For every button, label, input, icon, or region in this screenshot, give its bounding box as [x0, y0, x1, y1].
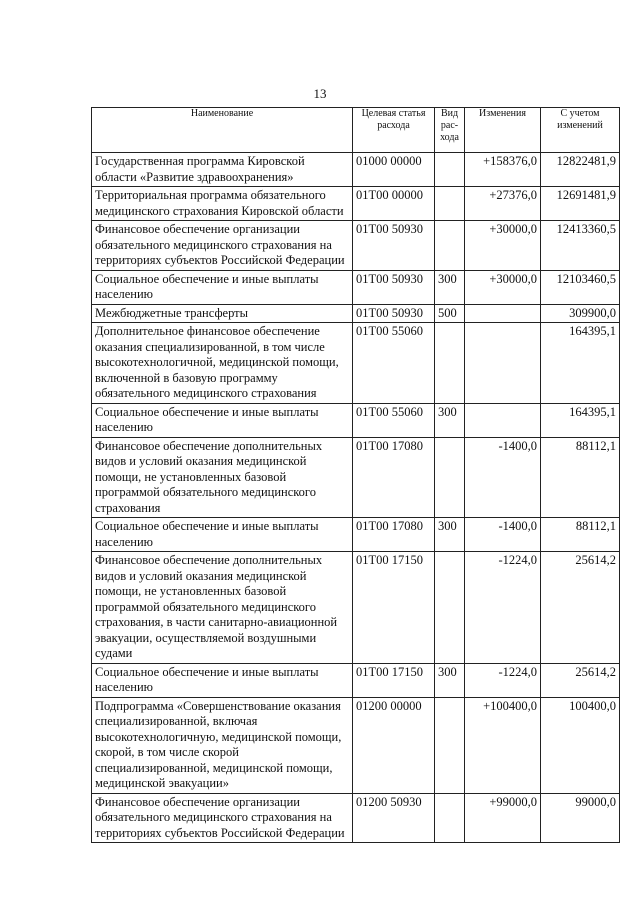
- cell-type: [435, 153, 465, 187]
- cell-name: Дополнительное финансовое обеспечение оказания специализированной, в том числе высокотехнологичной, медицинской помощи, включенной в базовую программу обязательного медицинского страхования: [92, 323, 353, 404]
- cell-total: 25614,2: [541, 663, 620, 697]
- cell-name: Финансовое обеспечение дополнительных видов и условий оказания медицинской помощи, не установленных базовой программой обязательного медицинского страхования, в части санитарно-авиационной эвакуации, осуществляемой воздушными судами: [92, 552, 353, 664]
- cell-change: +100400,0: [465, 697, 541, 793]
- cell-type: 300: [435, 403, 465, 437]
- table-row: [92, 187, 620, 221]
- table-row: [92, 663, 620, 697]
- table-row: [92, 697, 620, 793]
- table-row: [92, 304, 620, 323]
- cell-code: 01Т00 17080: [353, 518, 435, 552]
- cell-total: 88112,1: [541, 518, 620, 552]
- cell-total: 88112,1: [541, 437, 620, 518]
- budget-table: [91, 107, 620, 843]
- cell-change: [465, 403, 541, 437]
- table-row: [92, 552, 620, 664]
- cell-total: 309900,0: [541, 304, 620, 323]
- cell-name: Социальное обеспечение и иные выплаты населению: [92, 663, 353, 697]
- cell-name: Социальное обеспечение и иные выплаты населению: [92, 270, 353, 304]
- page-number: 13: [313, 86, 327, 101]
- cell-total: 99000,0: [541, 793, 620, 843]
- cell-total: 164395,1: [541, 323, 620, 404]
- cell-name: Финансовое обеспечение организации обязательного медицинского страхования на территориях субъектов Российской Федерации: [92, 221, 353, 271]
- cell-code: 01000 00000: [353, 153, 435, 187]
- cell-type: [435, 323, 465, 404]
- cell-code: 01Т00 50930: [353, 221, 435, 271]
- cell-type: [435, 552, 465, 664]
- cell-name: Социальное обеспечение и иные выплаты населению: [92, 403, 353, 437]
- cell-change: [465, 323, 541, 404]
- cell-type: 300: [435, 270, 465, 304]
- cell-total: 12413360,5: [541, 221, 620, 271]
- cell-total: 25614,2: [541, 552, 620, 664]
- header-name: Наименование: [92, 108, 353, 153]
- cell-code: 01200 50930: [353, 793, 435, 843]
- cell-change: +158376,0: [465, 153, 541, 187]
- table-row: [92, 270, 620, 304]
- cell-type: [435, 221, 465, 271]
- cell-change: +30000,0: [465, 270, 541, 304]
- cell-change: -1224,0: [465, 663, 541, 697]
- cell-change: -1400,0: [465, 518, 541, 552]
- cell-code: 01Т00 50930: [353, 270, 435, 304]
- cell-change: [465, 304, 541, 323]
- cell-code: 01Т00 55060: [353, 403, 435, 437]
- table-row: [92, 793, 620, 843]
- cell-type: [435, 697, 465, 793]
- cell-name: Межбюджетные трансферты: [92, 304, 353, 323]
- cell-name: Финансовое обеспечение организации обязательного медицинского страхования на территориях субъектов Российской Федерации: [92, 793, 353, 843]
- cell-change: -1400,0: [465, 437, 541, 518]
- cell-type: [435, 187, 465, 221]
- cell-total: 12103460,5: [541, 270, 620, 304]
- table-row: [92, 437, 620, 518]
- table-header-row: [92, 108, 620, 153]
- cell-name: Финансовое обеспечение дополнительных видов и условий оказания медицинской помощи, не установленных базовой программой обязательного медицинского страхования: [92, 437, 353, 518]
- cell-code: 01Т00 17150: [353, 663, 435, 697]
- cell-code: 01Т00 17150: [353, 552, 435, 664]
- cell-total: 12691481,9: [541, 187, 620, 221]
- cell-change: +30000,0: [465, 221, 541, 271]
- header-change: Изменения: [465, 108, 541, 153]
- cell-type: 500: [435, 304, 465, 323]
- cell-type: [435, 793, 465, 843]
- cell-name: Социальное обеспечение и иные выплаты населению: [92, 518, 353, 552]
- cell-name: Территориальная программа обязательного медицинского страхования Кировской области: [92, 187, 353, 221]
- table-row: [92, 323, 620, 404]
- cell-total: 164395,1: [541, 403, 620, 437]
- cell-type: 300: [435, 663, 465, 697]
- cell-code: 01Т00 50930: [353, 304, 435, 323]
- cell-change: -1224,0: [465, 552, 541, 664]
- table-row: [92, 221, 620, 271]
- cell-name: Государственная программа Кировской области «Развитие здравоохранения»: [92, 153, 353, 187]
- cell-code: 01Т00 55060: [353, 323, 435, 404]
- cell-total: 12822481,9: [541, 153, 620, 187]
- cell-code: 01Т00 17080: [353, 437, 435, 518]
- cell-change: +27376,0: [465, 187, 541, 221]
- cell-type: 300: [435, 518, 465, 552]
- table-row: [92, 518, 620, 552]
- cell-name: Подпрограмма «Совершенствование оказания специализированной, включая высокотехнологичную, медицинской помощи, скорой, в том числе скорой специализированной, медицинской помощи, медицинской эвакуации»: [92, 697, 353, 793]
- header-type: Вид рас-хода: [435, 108, 465, 153]
- header-code: Целевая статья расхода: [353, 108, 435, 153]
- cell-code: 01200 00000: [353, 697, 435, 793]
- cell-type: [435, 437, 465, 518]
- table-row: [92, 153, 620, 187]
- cell-change: +99000,0: [465, 793, 541, 843]
- header-total: С учетом изменений: [541, 108, 620, 153]
- table-row: [92, 403, 620, 437]
- cell-total: 100400,0: [541, 697, 620, 793]
- cell-code: 01Т00 00000: [353, 187, 435, 221]
